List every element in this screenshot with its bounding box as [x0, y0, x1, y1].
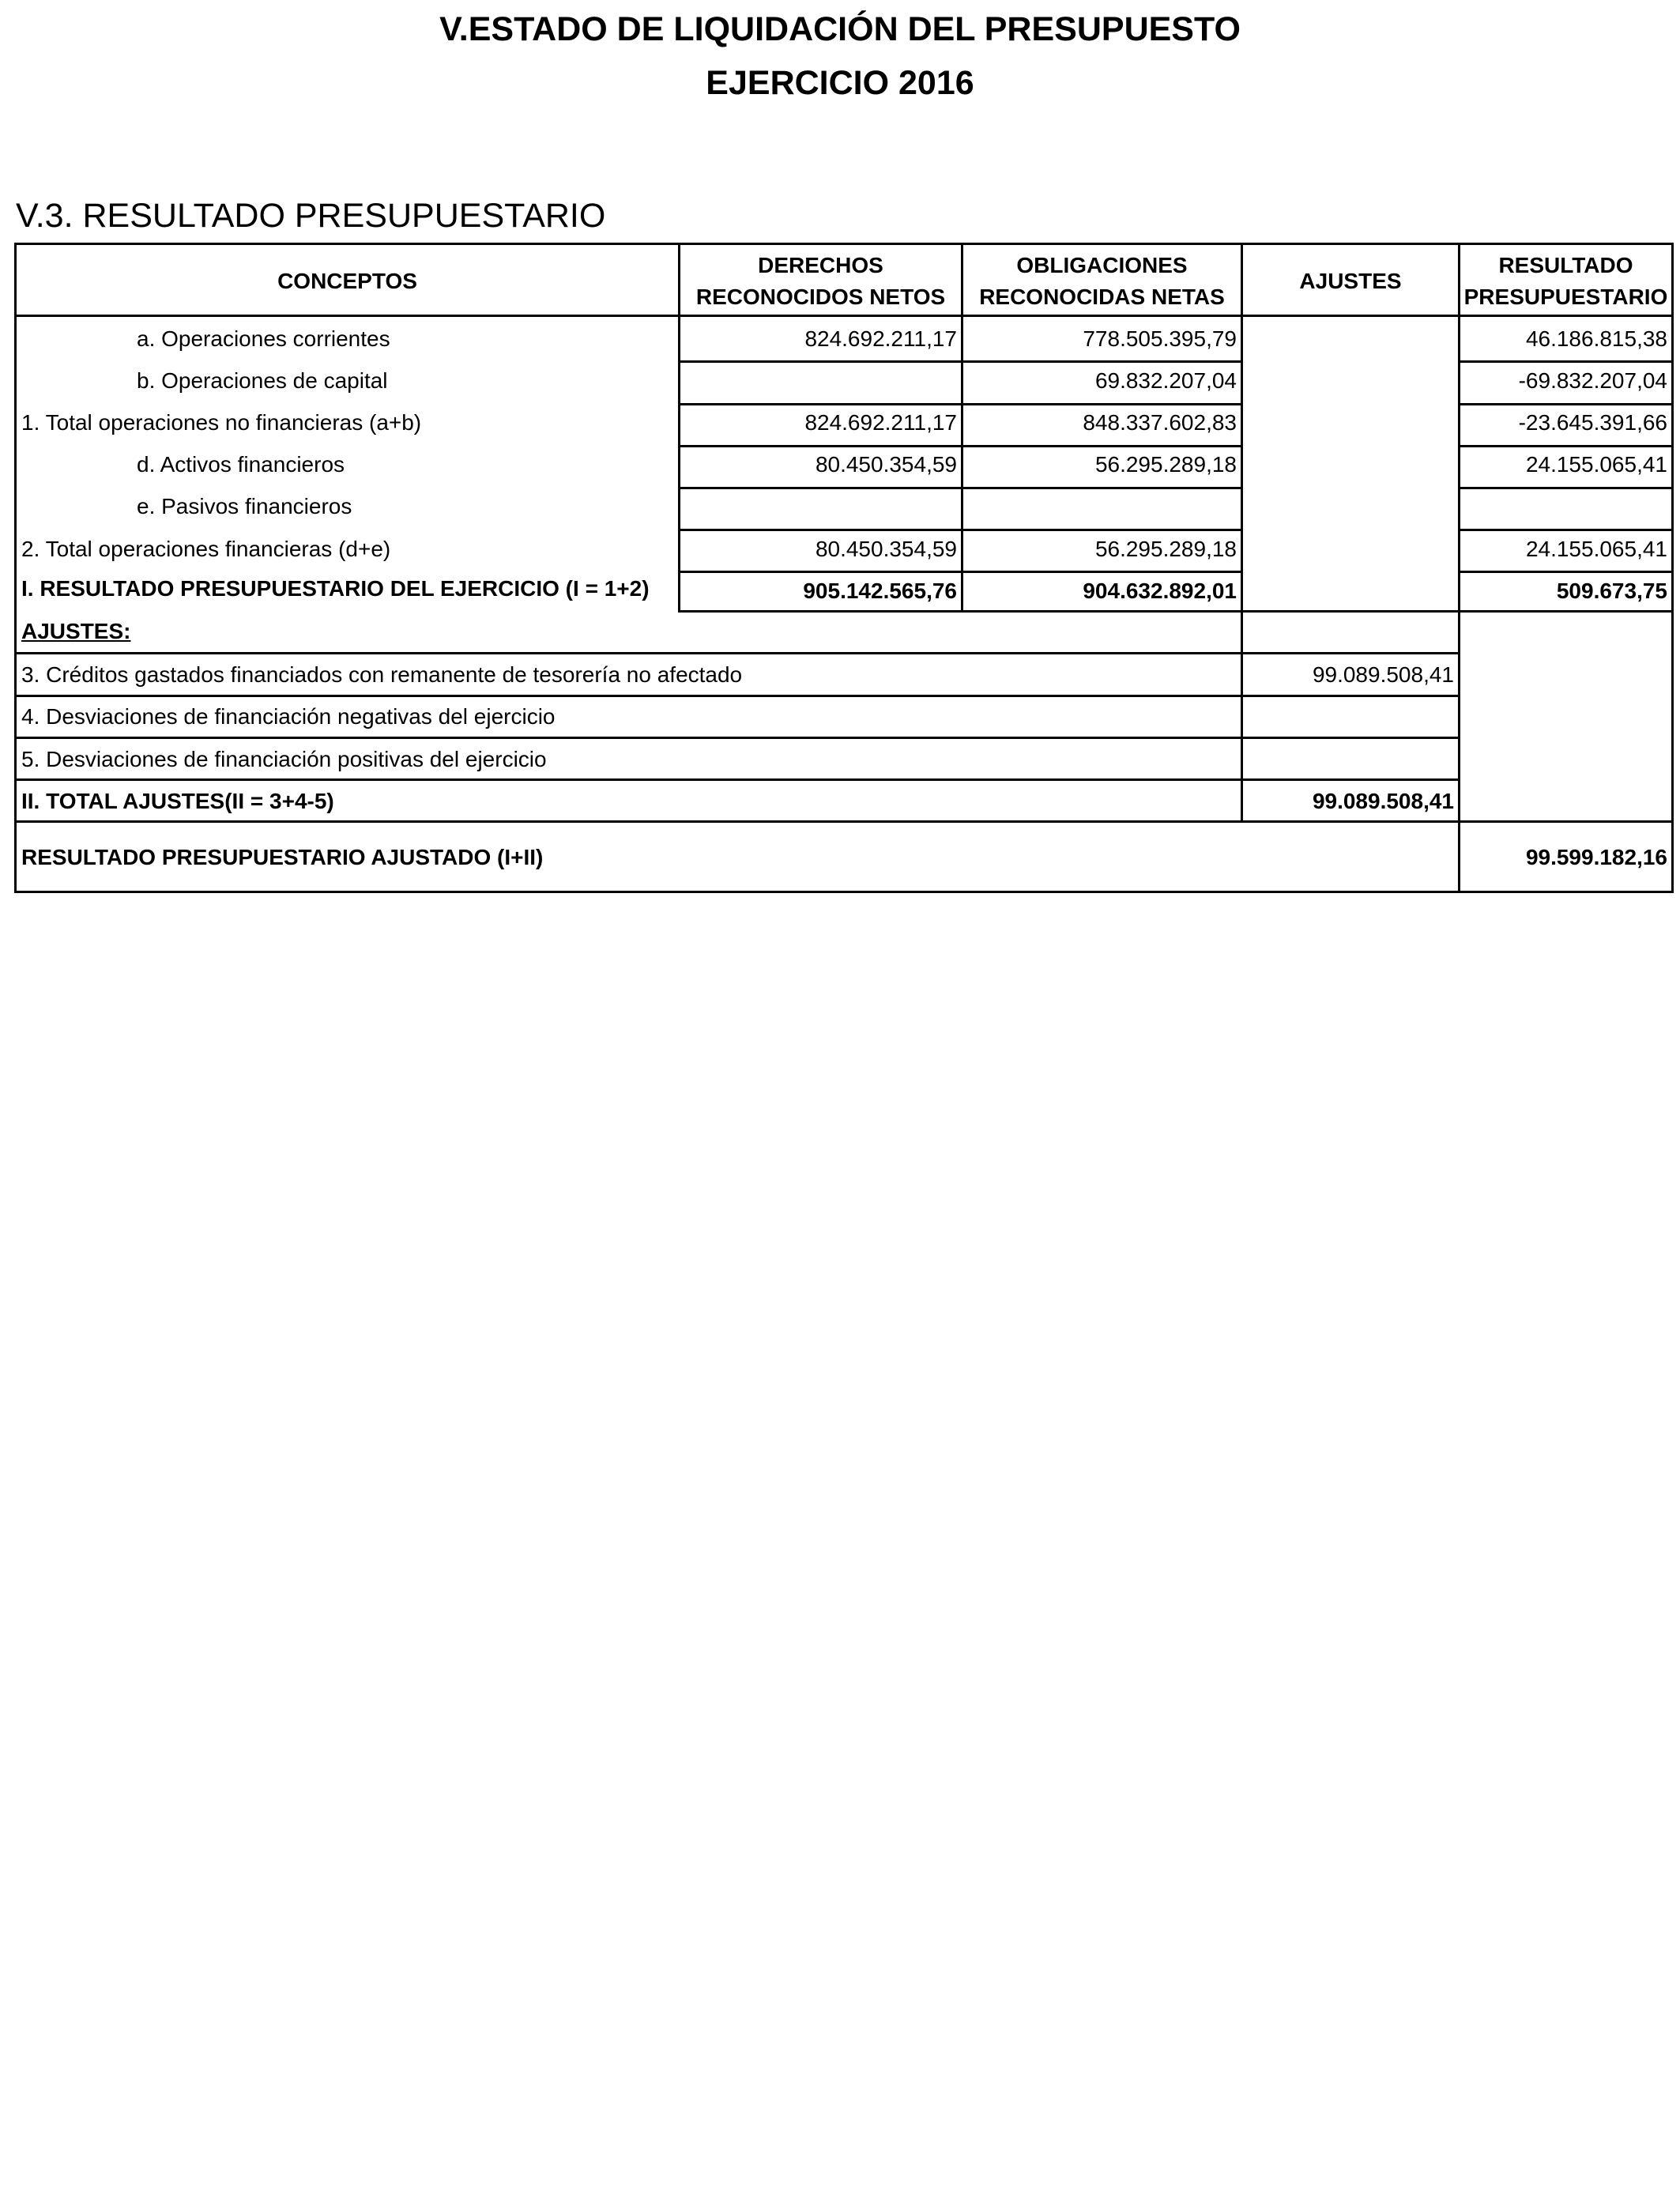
row-concepto: I. RESULTADO PRESUPUESTARIO DEL EJERCICIO (I = 1+2) [21, 576, 650, 601]
row-derechos: 824.692.211,17 [804, 326, 957, 351]
table-border-top [14, 243, 1674, 245]
row-line [1458, 571, 1674, 573]
final-row-concepto: RESULTADO PRESUPUESTARIO AJUSTADO (I+II) [21, 845, 544, 869]
row-obligaciones: 848.337.602,83 [1083, 410, 1237, 435]
row-line [1458, 487, 1674, 489]
row-concepto: 2. Total operaciones financieras (d+e) [21, 537, 391, 561]
section-title: V.3. RESULTADO PRESUPUESTARIO [16, 197, 606, 235]
document-title: V.ESTADO DE LIQUIDACIÓN DEL PRESUPUESTO [439, 10, 1241, 48]
ajustes-top-line [1243, 610, 1458, 613]
header-derechos: RECONOCIDOS NETOS [695, 285, 946, 309]
row-derechos: 80.450.354,59 [815, 537, 957, 561]
ajuste-concepto: II. TOTAL AJUSTES(II = 3+4-5) [21, 789, 334, 813]
header-conceptos: CONCEPTOS [277, 269, 417, 293]
table-border-bottom [14, 891, 1674, 893]
table-border-right [1671, 243, 1674, 893]
row-concepto: 1. Total operaciones no financieras (a+b) [21, 410, 422, 435]
row-derechos: 80.450.354,59 [815, 452, 957, 477]
row-concepto: b. Operaciones de capital [137, 368, 388, 393]
ajuste-valor: 99.089.508,41 [1312, 789, 1454, 813]
row-resultado: 509.673,75 [1556, 579, 1667, 603]
ajuste-concepto: 5. Desviaciones de financiación positivas del ejercicio [21, 747, 547, 771]
row-resultado: 24.155.065,41 [1525, 452, 1667, 477]
row-line [1458, 360, 1674, 363]
ajuste-valor: 99.089.508,41 [1312, 662, 1454, 687]
row-line [678, 487, 1241, 489]
row-derechos: 905.142.565,76 [803, 579, 957, 603]
document-subtitle: EJERCICIO 2016 [706, 64, 974, 102]
row-line [678, 529, 1241, 531]
row-obligaciones: 778.505.395,79 [1083, 326, 1237, 351]
header-bottom-line [14, 315, 1674, 317]
row-line [678, 445, 1241, 447]
row-line [1458, 445, 1674, 447]
row-line [1458, 610, 1674, 613]
row-concepto: e. Pasivos financieros [137, 494, 352, 518]
row-obligaciones: 904.632.892,01 [1083, 579, 1237, 603]
row-resultado: -23.645.391,66 [1518, 410, 1667, 435]
header-ajustes: AJUSTES [1299, 269, 1402, 293]
header-obligaciones: RECONOCIDAS NETAS [979, 285, 1225, 309]
ajuste-concepto: 3. Créditos gastados financiados con remanente de tesorería no afectado [21, 662, 743, 687]
col-line [1241, 243, 1243, 823]
header-derechos: DERECHOS [758, 253, 883, 277]
row-line [678, 610, 1241, 613]
row-obligaciones: 56.295.289,18 [1094, 537, 1237, 561]
row-obligaciones: 56.295.289,18 [1094, 452, 1237, 477]
row-concepto: a. Operaciones corrientes [137, 326, 390, 351]
row-line [678, 403, 1241, 405]
row-obligaciones: 69.832.207,04 [1094, 368, 1237, 393]
header-resultado: PRESUPUESTARIO [1463, 285, 1668, 309]
final-row-resultado: 99.599.182,16 [1525, 845, 1667, 869]
header-resultado: RESULTADO [1498, 253, 1633, 277]
row-line [14, 820, 1674, 823]
row-derechos: 824.692.211,17 [804, 410, 957, 435]
row-line [1458, 529, 1674, 531]
table-border-left [14, 243, 17, 893]
ajuste-concepto: 4. Desviaciones de financiación negativas del ejercicio [21, 704, 556, 729]
header-obligaciones: OBLIGACIONES [1016, 253, 1188, 277]
row-line [678, 571, 1241, 573]
row-resultado: -69.832.207,04 [1518, 368, 1667, 393]
ajustes-heading: AJUSTES: [21, 619, 131, 643]
row-resultado: 46.186.815,38 [1525, 326, 1667, 351]
row-concepto: d. Activos financieros [137, 452, 345, 477]
row-resultado: 24.155.065,41 [1525, 537, 1667, 561]
row-line [1458, 403, 1674, 405]
row-line [678, 360, 1241, 363]
